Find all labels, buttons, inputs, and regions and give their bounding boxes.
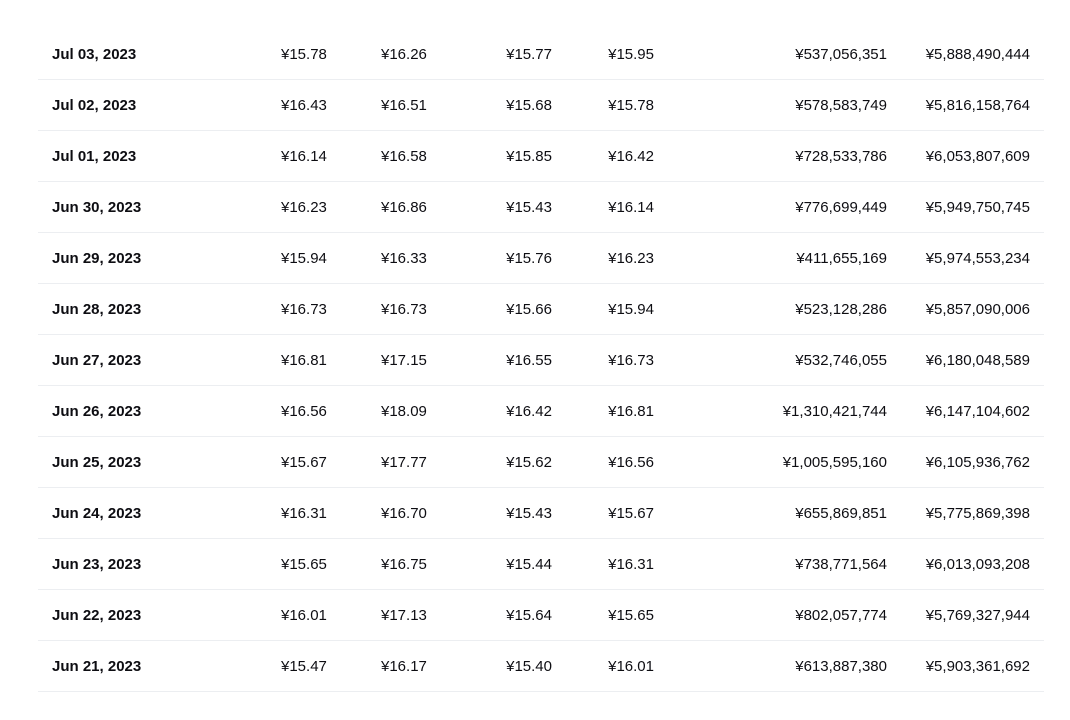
open-cell: ¥16.56 <box>281 403 327 420</box>
market-cap-cell: ¥6,147,104,602 <box>925 403 1030 420</box>
open-cell: ¥16.43 <box>281 97 327 114</box>
market-cap-cell: ¥5,888,490,444 <box>925 46 1030 63</box>
low-cell: ¥15.43 <box>506 505 552 522</box>
volume-cell: ¥613,887,380 <box>795 658 887 675</box>
date-cell: Jun 24, 2023 <box>52 505 142 522</box>
date-cell: Jul 02, 2023 <box>52 97 137 114</box>
low-cell: ¥16.42 <box>506 403 552 420</box>
date-cell: Jun 26, 2023 <box>52 403 142 420</box>
table-row <box>38 131 1044 182</box>
historical-data-table <box>38 29 1044 692</box>
high-cell: ¥16.73 <box>381 301 427 318</box>
close-cell: ¥16.73 <box>608 352 654 369</box>
date-cell: Jun 21, 2023 <box>52 658 142 675</box>
table-row <box>38 590 1044 641</box>
close-cell: ¥16.31 <box>608 556 654 573</box>
close-cell: ¥16.23 <box>608 250 654 267</box>
close-cell: ¥15.65 <box>608 607 654 624</box>
table-row <box>38 488 1044 539</box>
open-cell: ¥15.78 <box>281 46 327 63</box>
high-cell: ¥17.15 <box>381 352 427 369</box>
date-cell: Jul 01, 2023 <box>52 148 137 165</box>
volume-cell: ¥1,005,595,160 <box>782 454 887 471</box>
table-row <box>38 29 1044 80</box>
volume-cell: ¥738,771,564 <box>795 556 887 573</box>
date-cell: Jun 28, 2023 <box>52 301 142 318</box>
close-cell: ¥16.56 <box>608 454 654 471</box>
date-cell: Jun 25, 2023 <box>52 454 142 471</box>
low-cell: ¥15.62 <box>506 454 552 471</box>
high-cell: ¥16.86 <box>381 199 427 216</box>
low-cell: ¥15.64 <box>506 607 552 624</box>
high-cell: ¥17.13 <box>381 607 427 624</box>
date-cell: Jun 22, 2023 <box>52 607 142 624</box>
open-cell: ¥16.01 <box>281 607 327 624</box>
high-cell: ¥16.58 <box>381 148 427 165</box>
volume-cell: ¥532,746,055 <box>795 352 887 369</box>
low-cell: ¥15.76 <box>506 250 552 267</box>
market-cap-cell: ¥5,775,869,398 <box>925 505 1030 522</box>
open-cell: ¥15.67 <box>281 454 327 471</box>
market-cap-cell: ¥5,903,361,692 <box>925 658 1030 675</box>
market-cap-cell: ¥5,949,750,745 <box>925 199 1030 216</box>
high-cell: ¥16.75 <box>381 556 427 573</box>
market-cap-cell: ¥6,053,807,609 <box>925 148 1030 165</box>
market-cap-cell: ¥5,816,158,764 <box>925 97 1030 114</box>
low-cell: ¥16.55 <box>506 352 552 369</box>
high-cell: ¥18.09 <box>381 403 427 420</box>
high-cell: ¥16.17 <box>381 658 427 675</box>
date-cell: Jun 30, 2023 <box>52 199 142 216</box>
high-cell: ¥16.26 <box>381 46 427 63</box>
market-cap-cell: ¥5,857,090,006 <box>925 301 1030 318</box>
open-cell: ¥16.14 <box>281 148 327 165</box>
close-cell: ¥15.78 <box>608 97 654 114</box>
open-cell: ¥15.94 <box>281 250 327 267</box>
date-cell: Jun 23, 2023 <box>52 556 142 573</box>
table-row <box>38 641 1044 692</box>
volume-cell: ¥776,699,449 <box>795 199 887 216</box>
low-cell: ¥15.68 <box>506 97 552 114</box>
open-cell: ¥15.47 <box>281 658 327 675</box>
market-cap-cell: ¥6,013,093,208 <box>925 556 1030 573</box>
table-row <box>38 182 1044 233</box>
low-cell: ¥15.85 <box>506 148 552 165</box>
volume-cell: ¥1,310,421,744 <box>782 403 887 420</box>
table-row <box>38 284 1044 335</box>
table-row <box>38 233 1044 284</box>
close-cell: ¥16.42 <box>608 148 654 165</box>
close-cell: ¥16.81 <box>608 403 654 420</box>
low-cell: ¥15.43 <box>506 199 552 216</box>
volume-cell: ¥537,056,351 <box>795 46 887 63</box>
date-cell: Jul 03, 2023 <box>52 46 137 63</box>
table-row <box>38 437 1044 488</box>
high-cell: ¥16.51 <box>381 97 427 114</box>
low-cell: ¥15.44 <box>506 556 552 573</box>
close-cell: ¥15.67 <box>608 505 654 522</box>
volume-cell: ¥655,869,851 <box>795 505 887 522</box>
volume-cell: ¥578,583,749 <box>795 97 887 114</box>
low-cell: ¥15.40 <box>506 658 552 675</box>
market-cap-cell: ¥6,105,936,762 <box>925 454 1030 471</box>
volume-cell: ¥728,533,786 <box>795 148 887 165</box>
close-cell: ¥15.94 <box>608 301 654 318</box>
close-cell: ¥16.01 <box>608 658 654 675</box>
volume-cell: ¥411,655,169 <box>796 250 887 267</box>
open-cell: ¥16.81 <box>281 352 327 369</box>
date-cell: Jun 29, 2023 <box>52 250 142 267</box>
open-cell: ¥16.23 <box>281 199 327 216</box>
table-row <box>38 386 1044 437</box>
open-cell: ¥15.65 <box>281 556 327 573</box>
date-cell: Jun 27, 2023 <box>52 352 142 369</box>
low-cell: ¥15.77 <box>506 46 552 63</box>
market-cap-cell: ¥5,769,327,944 <box>925 607 1030 624</box>
low-cell: ¥15.66 <box>506 301 552 318</box>
table-row <box>38 80 1044 131</box>
high-cell: ¥17.77 <box>381 454 427 471</box>
volume-cell: ¥523,128,286 <box>795 301 887 318</box>
market-cap-cell: ¥5,974,553,234 <box>925 250 1030 267</box>
high-cell: ¥16.33 <box>381 250 427 267</box>
close-cell: ¥16.14 <box>608 199 654 216</box>
high-cell: ¥16.70 <box>381 505 427 522</box>
close-cell: ¥15.95 <box>608 46 654 63</box>
open-cell: ¥16.73 <box>281 301 327 318</box>
open-cell: ¥16.31 <box>281 505 327 522</box>
table-row <box>38 539 1044 590</box>
market-cap-cell: ¥6,180,048,589 <box>925 352 1030 369</box>
volume-cell: ¥802,057,774 <box>795 607 887 624</box>
table-row <box>38 335 1044 386</box>
